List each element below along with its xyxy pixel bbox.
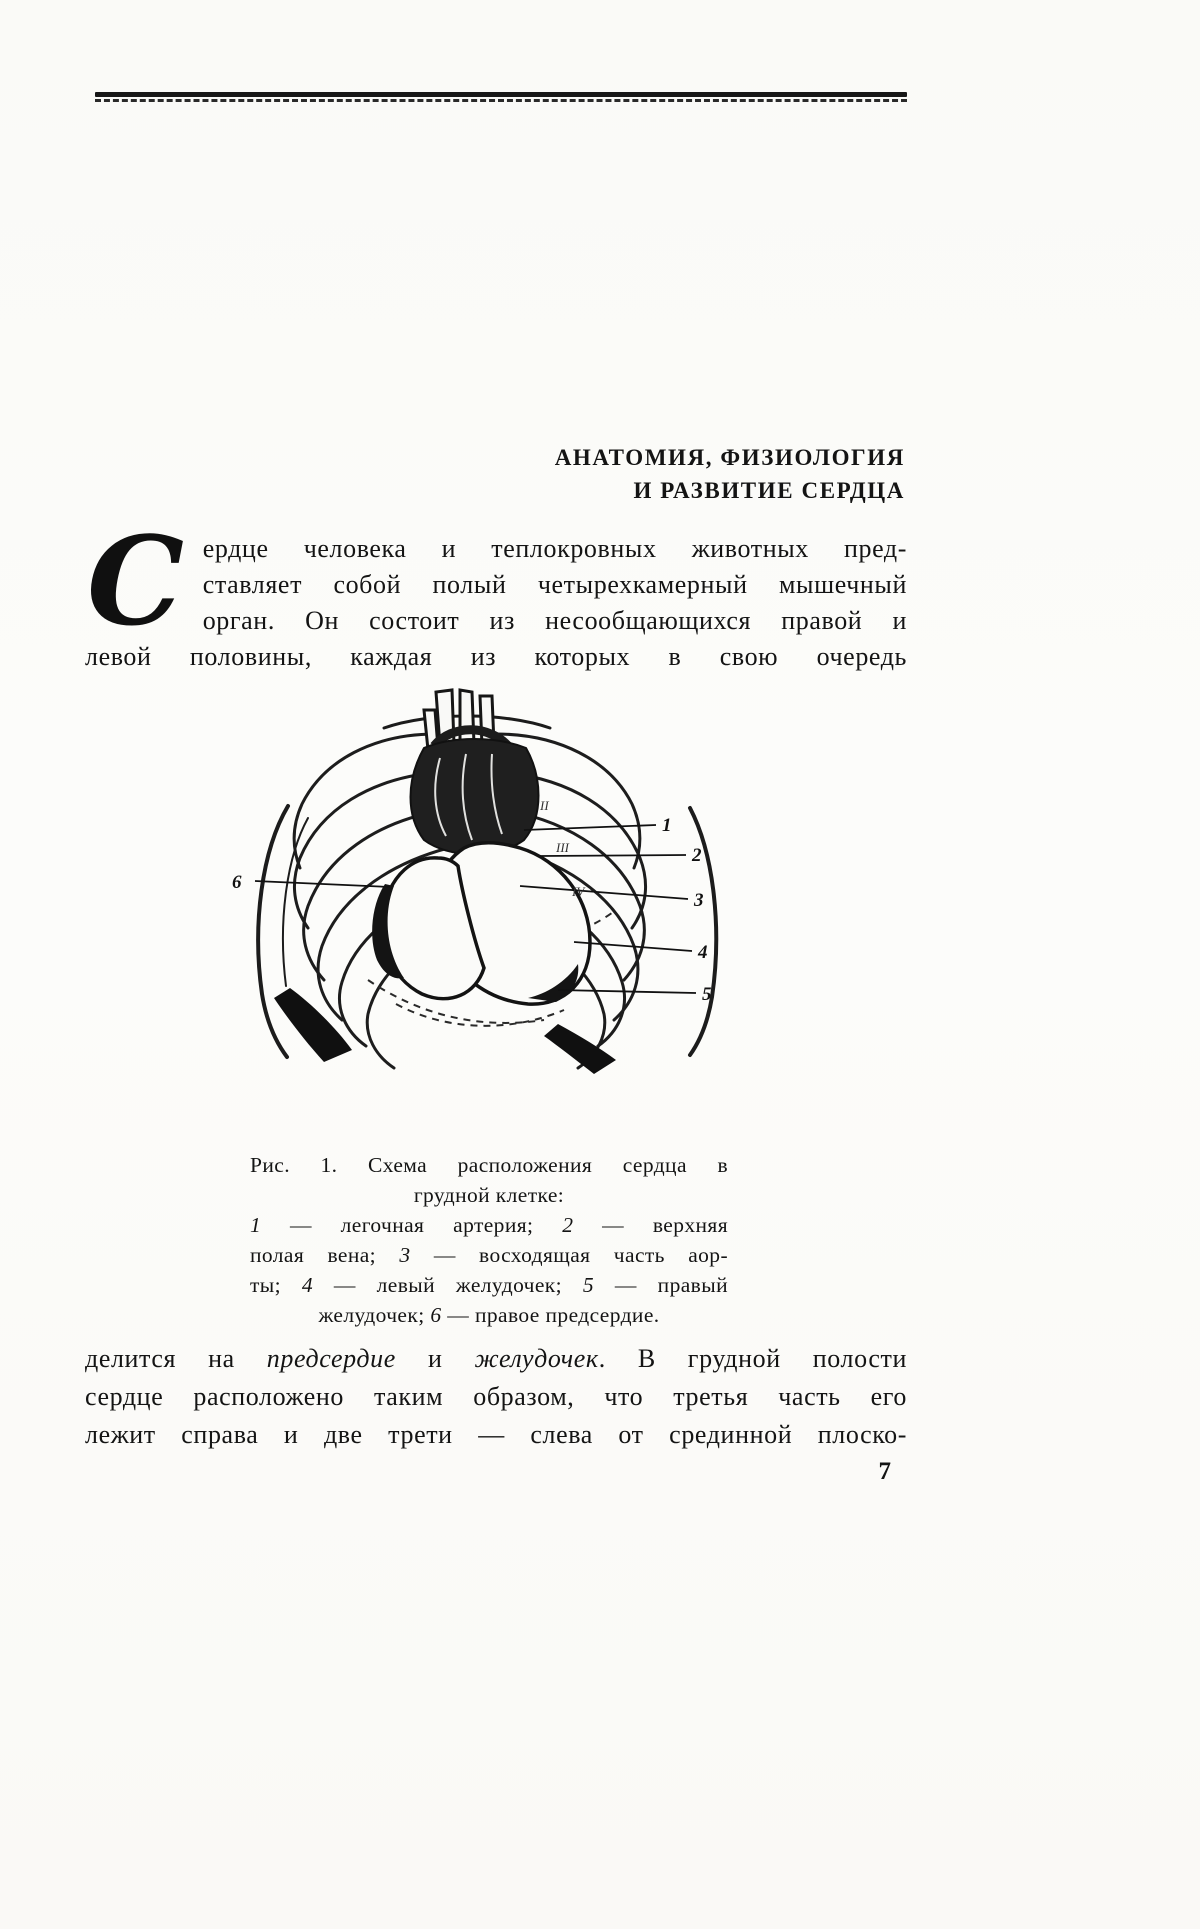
drop-cap-letter: С: [87, 509, 185, 653]
intro-line-4: левой половины, каждая из которых в свою очередь: [85, 642, 907, 671]
figure-label-4: 4: [698, 942, 708, 963]
legend-text: — левый желудочек;: [313, 1273, 583, 1297]
legend-text: — правое предсердие.: [441, 1303, 660, 1327]
chapter-heading-line-2: И РАЗВИТИЕ СЕРДЦА: [633, 478, 905, 503]
legend-text: полая вена;: [250, 1243, 400, 1267]
caption-title-line-2: грудной клетке:: [413, 1183, 565, 1207]
legend-text: — верхняя: [573, 1213, 728, 1237]
figure-1-heart-in-ribcage: [228, 688, 752, 1096]
caption-legend-line-3: [250, 1270, 728, 1300]
body-line-2: сердце расположено таким образом, что третья часть его: [85, 1382, 907, 1411]
header-rule-thick-line: [95, 92, 907, 97]
legend-number: 6: [430, 1303, 442, 1327]
figure-label-3: 3: [694, 890, 704, 911]
legend-text: — правый: [594, 1273, 728, 1297]
figure-label-5: 5: [702, 984, 712, 1005]
intro-line-1: ердце человека и теплокровных животных пред-: [202, 534, 907, 563]
body-term-italic: желудочек: [474, 1344, 599, 1373]
caption-legend-line-4: [250, 1300, 728, 1330]
figure-label-2: 2: [692, 845, 702, 866]
legend-number: 4: [301, 1273, 314, 1297]
legend-number: 1: [250, 1213, 262, 1237]
figure-label-1: 1: [662, 815, 672, 836]
caption-legend-line-1: [250, 1210, 728, 1240]
body-line-1: [85, 1340, 907, 1378]
chapter-heading-line-1: АНАТОМИЯ, ФИЗИОЛОГИЯ: [554, 445, 905, 470]
page-number: 7: [878, 1458, 891, 1485]
body-line-3: лежит справа и две трети — слева от срединной плоско-: [85, 1420, 907, 1449]
caption-title-line-1: Рис. 1. Схема расположения сердца в: [250, 1153, 728, 1177]
leader-line-5: [558, 990, 696, 993]
caption-legend-line-2: [250, 1240, 728, 1270]
body-text: . В грудной полости: [598, 1344, 907, 1373]
legend-number: 5: [582, 1273, 595, 1297]
leader-line-1: [524, 825, 656, 830]
header-rule: [95, 92, 907, 102]
heart-ribcage-illustration: [228, 688, 752, 1096]
intro-line-3: орган. Он состоит из несообщающихся правой и: [202, 606, 907, 635]
chapter-heading: [85, 441, 905, 507]
legend-number: 2: [562, 1213, 574, 1237]
figure-caption: [250, 1150, 728, 1330]
body-term-italic: предсердие: [266, 1344, 396, 1373]
legend-text: — восходящая часть аор-: [410, 1243, 728, 1267]
leader-line-2: [540, 855, 686, 856]
intro-line-2: ставляет собой полый четырехкамерный мышечный: [202, 570, 907, 599]
legend-text: — легочная артерия;: [261, 1213, 563, 1237]
legend-number: 3: [399, 1243, 411, 1267]
header-rule-thin-line: [95, 99, 907, 102]
legend-text: ты;: [250, 1273, 302, 1297]
rib-numeral-iv: IV: [572, 884, 585, 899]
rib-numeral-iii: III: [556, 840, 569, 855]
atria-dark-mass: [411, 739, 539, 854]
rib-numeral-ii: II: [540, 798, 549, 813]
body-paragraph: [85, 1340, 907, 1454]
body-text: и: [395, 1344, 475, 1373]
figure-label-6: 6: [232, 872, 242, 893]
body-text: делится на: [85, 1344, 267, 1373]
legend-text: желудочек;: [318, 1303, 431, 1327]
intro-paragraph: [85, 509, 907, 675]
